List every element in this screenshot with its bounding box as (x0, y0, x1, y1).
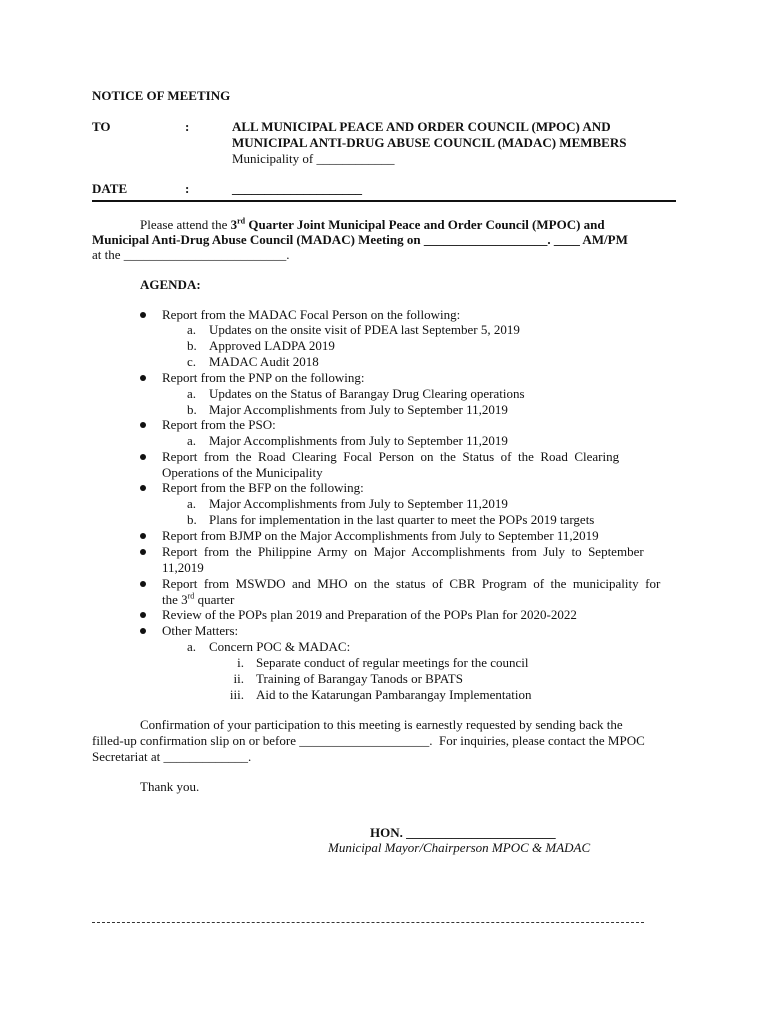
sub-item: Major Accomplishments from July to September 11,2019 (209, 433, 508, 448)
cut-line (92, 922, 644, 923)
to-recipients-line2: MUNICIPAL ANTI-DRUG ABUSE COUNCIL (MADAC) MEMBERS (232, 135, 627, 150)
agenda-heading: AGENDA: (140, 277, 201, 292)
sub-letter: b. (187, 512, 197, 527)
date-label: DATE (92, 181, 128, 196)
bullet-icon (140, 533, 146, 539)
intro-text: Please attend the (140, 217, 231, 232)
sub-letter: a. (187, 433, 197, 448)
bullet-icon (140, 485, 146, 491)
intro-line2 (92, 232, 676, 248)
concern-item: Aid to the Katarungan Pambarangay Implementation (256, 687, 532, 702)
bullet-icon (140, 612, 146, 618)
agenda-item-pso: Report from the PSO: (162, 417, 276, 432)
bullet-icon (140, 312, 146, 318)
date-value: ____________________ (232, 181, 362, 196)
roman-numeral: iii. (229, 687, 244, 702)
agenda-item-bfp: Report from the BFP on the following: (162, 480, 364, 495)
signatory-position: Municipal Mayor/Chairperson MPOC & MADAC (328, 840, 591, 855)
closing-line1: Confirmation of your participation to this meeting is earnestly requested by sending back the (140, 717, 623, 732)
agenda-item-bjmp: Report from BJMP on the Major Accomplishments from July to September 11,2019 (162, 528, 599, 543)
bullet-icon (140, 628, 146, 634)
intro-date-time: on ___________________. ____ AM/PM (403, 232, 628, 247)
intro-line1 (140, 217, 676, 233)
mswdo-ordinal-suffix: rd (187, 591, 195, 601)
mswdo-line2-text: the 3 (162, 591, 188, 607)
header-divider (92, 200, 676, 202)
sub-letter: a. (187, 639, 197, 654)
bullet-icon (140, 581, 146, 587)
sub-item: MADAC Audit 2018 (209, 354, 319, 369)
closing-line2: filled-up confirmation slip on or before ____________________. For inquiries, please contact the MPOC (92, 733, 645, 748)
to-recipients-line1: ALL MUNICIPAL PEACE AND ORDER COUNCIL (MPOC) AND (232, 119, 611, 134)
intro-council-name: Municipal Anti-Drug Abuse Council (MADAC) Meeting (92, 232, 404, 247)
bullet-icon (140, 549, 146, 555)
army-line2: 11,2019 (162, 559, 204, 575)
notice-title: NOTICE OF MEETING (92, 88, 231, 103)
concern-item: Separate conduct of regular meetings for the council (256, 655, 529, 670)
sub-letter: a. (187, 386, 197, 401)
sub-letter: b. (187, 338, 197, 353)
sub-item: Plans for implementation in the last quarter to meet the POPs 2019 targets (209, 512, 595, 527)
roman-numeral: i. (237, 655, 244, 670)
agenda-item-road-clearing (162, 449, 676, 480)
bullet-icon (140, 375, 146, 381)
army-line1: Report from the Philippine Army on Major Accomplishments from July to September (162, 544, 644, 559)
roman-numeral: ii. (233, 671, 244, 686)
intro-ordinal-suffix: rd (237, 216, 246, 226)
agenda-item-army (162, 544, 676, 575)
sub-item: Major Accomplishments from July to September 11,2019 (209, 496, 508, 511)
intro-ordinal: 3 (230, 217, 238, 232)
agenda-item-pnp: Report from the PNP on the following: (162, 370, 365, 385)
sub-item: Concern POC & MADAC: (209, 639, 351, 654)
agenda-item-mswdo (162, 576, 676, 607)
municipality-field: Municipality of ____________ (232, 151, 395, 166)
sub-letter: b. (187, 402, 197, 417)
closing-line3: Secretariat at _____________. (92, 749, 252, 764)
mswdo-line2 (162, 592, 676, 608)
to-label: TO (92, 119, 111, 134)
sub-letter: a. (187, 322, 197, 337)
mswdo-line2-rest: quarter (194, 591, 235, 607)
concern-item: Training of Barangay Tanods or BPATS (256, 671, 463, 686)
intro-line3: at the _________________________. (92, 247, 290, 262)
road-clearing-line2: Operations of the Municipality (162, 464, 323, 480)
sub-item: Updates on the Status of Barangay Drug Clearing operations (209, 386, 525, 401)
sub-letter: c. (187, 354, 197, 369)
sub-item: Approved LADPA 2019 (209, 338, 335, 353)
date-colon: : (185, 181, 190, 196)
road-clearing-line1: Report from the Road Clearing Focal Person on the Status of the Road Clearing (162, 449, 620, 464)
bullet-icon (140, 422, 146, 428)
thank-you: Thank you. (140, 779, 200, 794)
sub-item: Updates on the onsite visit of PDEA last September 5, 2019 (209, 322, 520, 337)
mswdo-line1: Report from MSWDO and MHO on the status of CBR Program of the municipality for (162, 576, 661, 591)
bullet-icon (140, 454, 146, 460)
to-colon: : (185, 119, 190, 134)
intro-meeting-title: Quarter Joint Municipal Peace and Order Council (MPOC) and (245, 217, 605, 232)
agenda-item-madac: Report from the MADAC Focal Person on the following: (162, 307, 461, 322)
agenda-item-other: Other Matters: (162, 623, 239, 638)
signatory-line: HON. _______________________ (370, 825, 556, 840)
sub-letter: a. (187, 496, 197, 511)
agenda-item-review: Review of the POPs plan 2019 and Preparation of the POPs Plan for 2020-2022 (162, 607, 577, 622)
sub-item: Major Accomplishments from July to September 11,2019 (209, 402, 508, 417)
